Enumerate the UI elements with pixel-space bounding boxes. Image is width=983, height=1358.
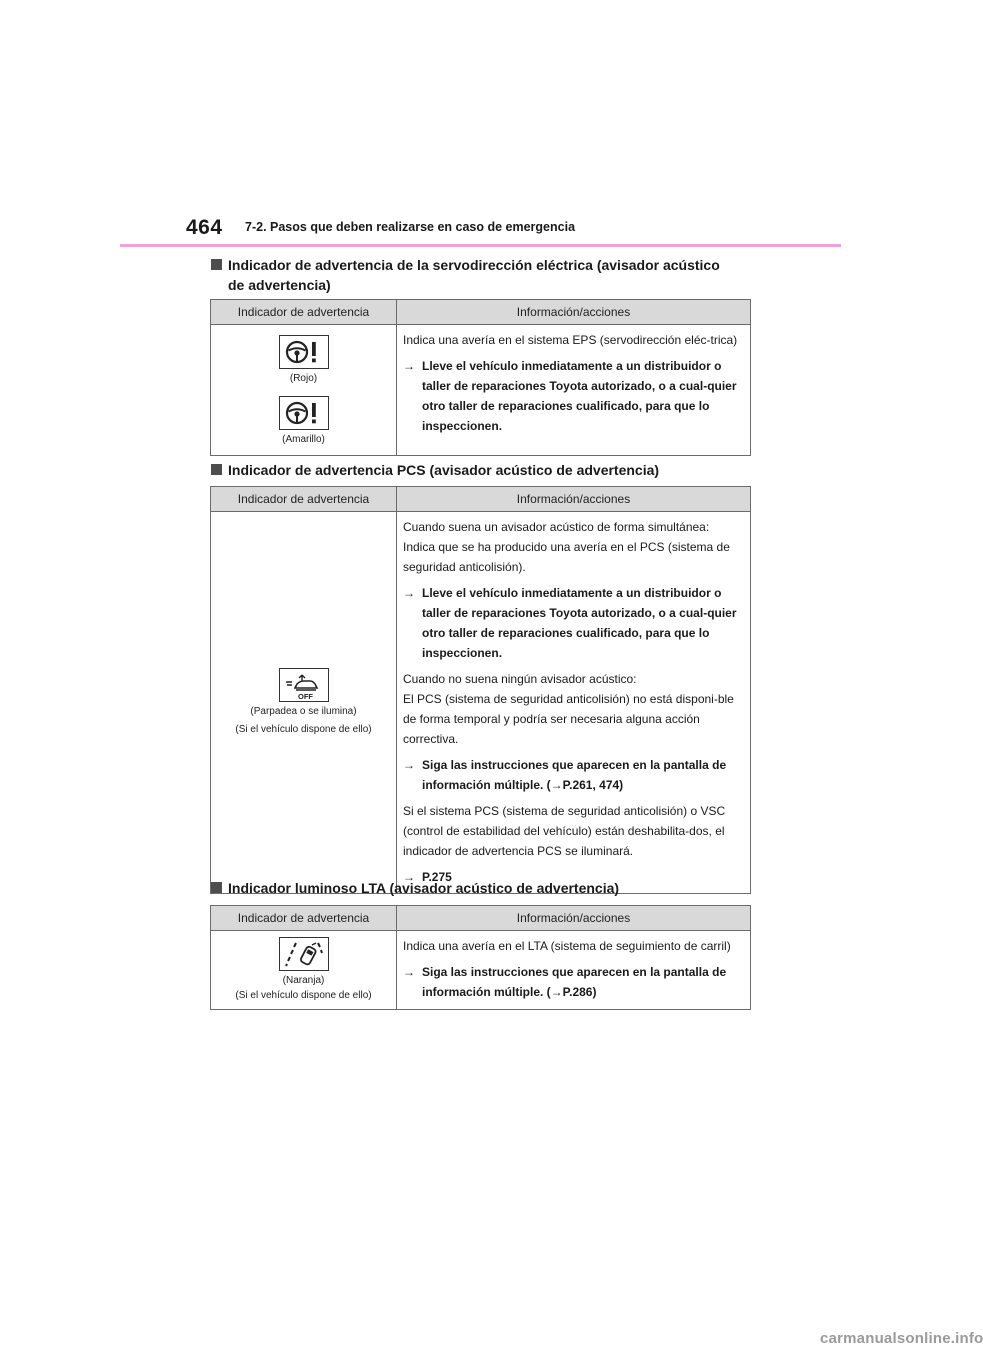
action-text: Lleve el vehículo inmediatamente a un distribuidor o taller de reparaciones Toyota autorizado, o a cual-quier otro taller de reparaciones cualificado, para que lo inspeccionen. <box>422 359 737 433</box>
pcs-off-icon <box>279 668 329 702</box>
page-number: 464 <box>186 216 223 239</box>
page-reference: P.275 <box>422 870 452 884</box>
paragraph-sound-on: Cuando suena un avisador acústico de forma simultánea: Indica que se ha producido una avería en el PCS (sistema de seguridad anticolisión). <box>403 520 730 574</box>
paragraph-line: El PCS (sistema de seguridad anticolisión) no está disponi-ble de forma temporal y podría ser necesaria alguna acción correctiva. <box>403 692 734 746</box>
heading-text: Indicador luminoso LTA (avisador acústico de advertencia) <box>228 880 620 896</box>
heading-bullet-square <box>211 259 222 270</box>
icon-caption: (Parpadea o se ilumina) <box>250 706 357 717</box>
action-text: Lleve el vehículo inmediatamente a un distribuidor o taller de reparaciones Toyota autorizado, o a cual-quier otro taller de reparaciones cualificado, para que lo inspeccionen. <box>422 586 737 660</box>
paragraph-disabled: Si el sistema PCS (sistema de seguridad anticolisión) o VSC (control de estabilidad del vehículo) están deshabilita-dos, el indicador de advertencia PCS se iluminará. <box>403 804 726 858</box>
table-header-row <box>211 487 751 512</box>
heading-bullet-square <box>211 464 222 475</box>
action-instruction <box>403 583 744 663</box>
description: Indica una avería en el sistema EPS (servodirección eléc-trica) <box>403 333 738 347</box>
icon-caption-availability: (Si el vehículo dispone de ello) <box>235 724 372 735</box>
arrow-icon: → <box>403 758 415 772</box>
action-instruction <box>403 356 744 436</box>
icon-group-red <box>215 335 392 386</box>
action-text: Siga las instrucciones que aparecen en la pantalla de información múltiple. (→P.286) <box>422 965 727 999</box>
indicator-cell <box>211 512 397 894</box>
arrow-icon: → <box>403 586 415 600</box>
icon-caption: (Naranja) <box>282 975 325 986</box>
description: Indica una avería en el LTA (sistema de seguimiento de carril) <box>403 939 731 953</box>
arrow-icon: → <box>403 965 415 979</box>
icon-caption: (Rojo) <box>289 373 318 384</box>
info-cell <box>397 931 751 1010</box>
header-indicator: Indicador de advertencia <box>211 906 397 931</box>
chapter-title: 7-2. Pasos que deben realizarse en caso de emergencia <box>245 220 576 234</box>
header-indicator: Indicador de advertencia <box>211 487 397 512</box>
heading-bullet-square <box>211 882 222 893</box>
table-header-row <box>211 906 751 931</box>
arrow-icon: → <box>403 870 415 884</box>
indicator-cell <box>211 325 397 456</box>
table-header-row <box>211 300 751 325</box>
eps-table <box>210 299 751 456</box>
header-info: Información/acciones <box>397 906 751 931</box>
heading-line-1: Indicador de advertencia de la servodirección eléctrica (avisador acústico <box>228 257 720 273</box>
header-info: Información/acciones <box>397 487 751 512</box>
header-indicator: Indicador de advertencia <box>211 300 397 325</box>
section-heading-eps <box>211 255 756 295</box>
info-cell <box>397 325 751 456</box>
footer-watermark: carmanualsonline.info <box>820 1330 983 1347</box>
action-instruction <box>403 755 744 795</box>
heading-line-2: de advertencia) <box>228 277 331 293</box>
header-rule <box>120 244 841 247</box>
table-row <box>211 512 751 894</box>
indicator-cell <box>211 931 397 1010</box>
header-info: Información/acciones <box>397 300 751 325</box>
arrow-icon: → <box>403 359 415 373</box>
table-row <box>211 931 751 1010</box>
icon-caption-availability: (Si el vehículo dispone de ello) <box>235 990 372 1001</box>
steering-wheel-exclamation-icon <box>279 335 329 369</box>
info-cell <box>397 512 751 894</box>
section-heading-lta <box>211 878 756 898</box>
steering-wheel-exclamation-icon <box>279 396 329 430</box>
lta-table <box>210 905 751 1010</box>
section-heading-pcs <box>211 460 756 480</box>
pcs-off-label: OFF <box>297 692 313 701</box>
paragraph-line: Cuando no suena ningún avisador acústico: <box>403 672 637 686</box>
action-text: Siga las instrucciones que aparecen en la pantalla de información múltiple. (→P.261, 474) <box>422 758 727 792</box>
lane-departure-icon <box>279 937 329 971</box>
paragraph-sound-off <box>403 669 744 749</box>
heading-text: Indicador de advertencia PCS (avisador acústico de advertencia) <box>228 462 660 478</box>
icon-group-yellow <box>215 396 392 447</box>
action-instruction <box>403 962 744 1002</box>
icon-caption: (Amarillo) <box>282 434 325 445</box>
pcs-table <box>210 486 751 894</box>
table-row <box>211 325 751 456</box>
